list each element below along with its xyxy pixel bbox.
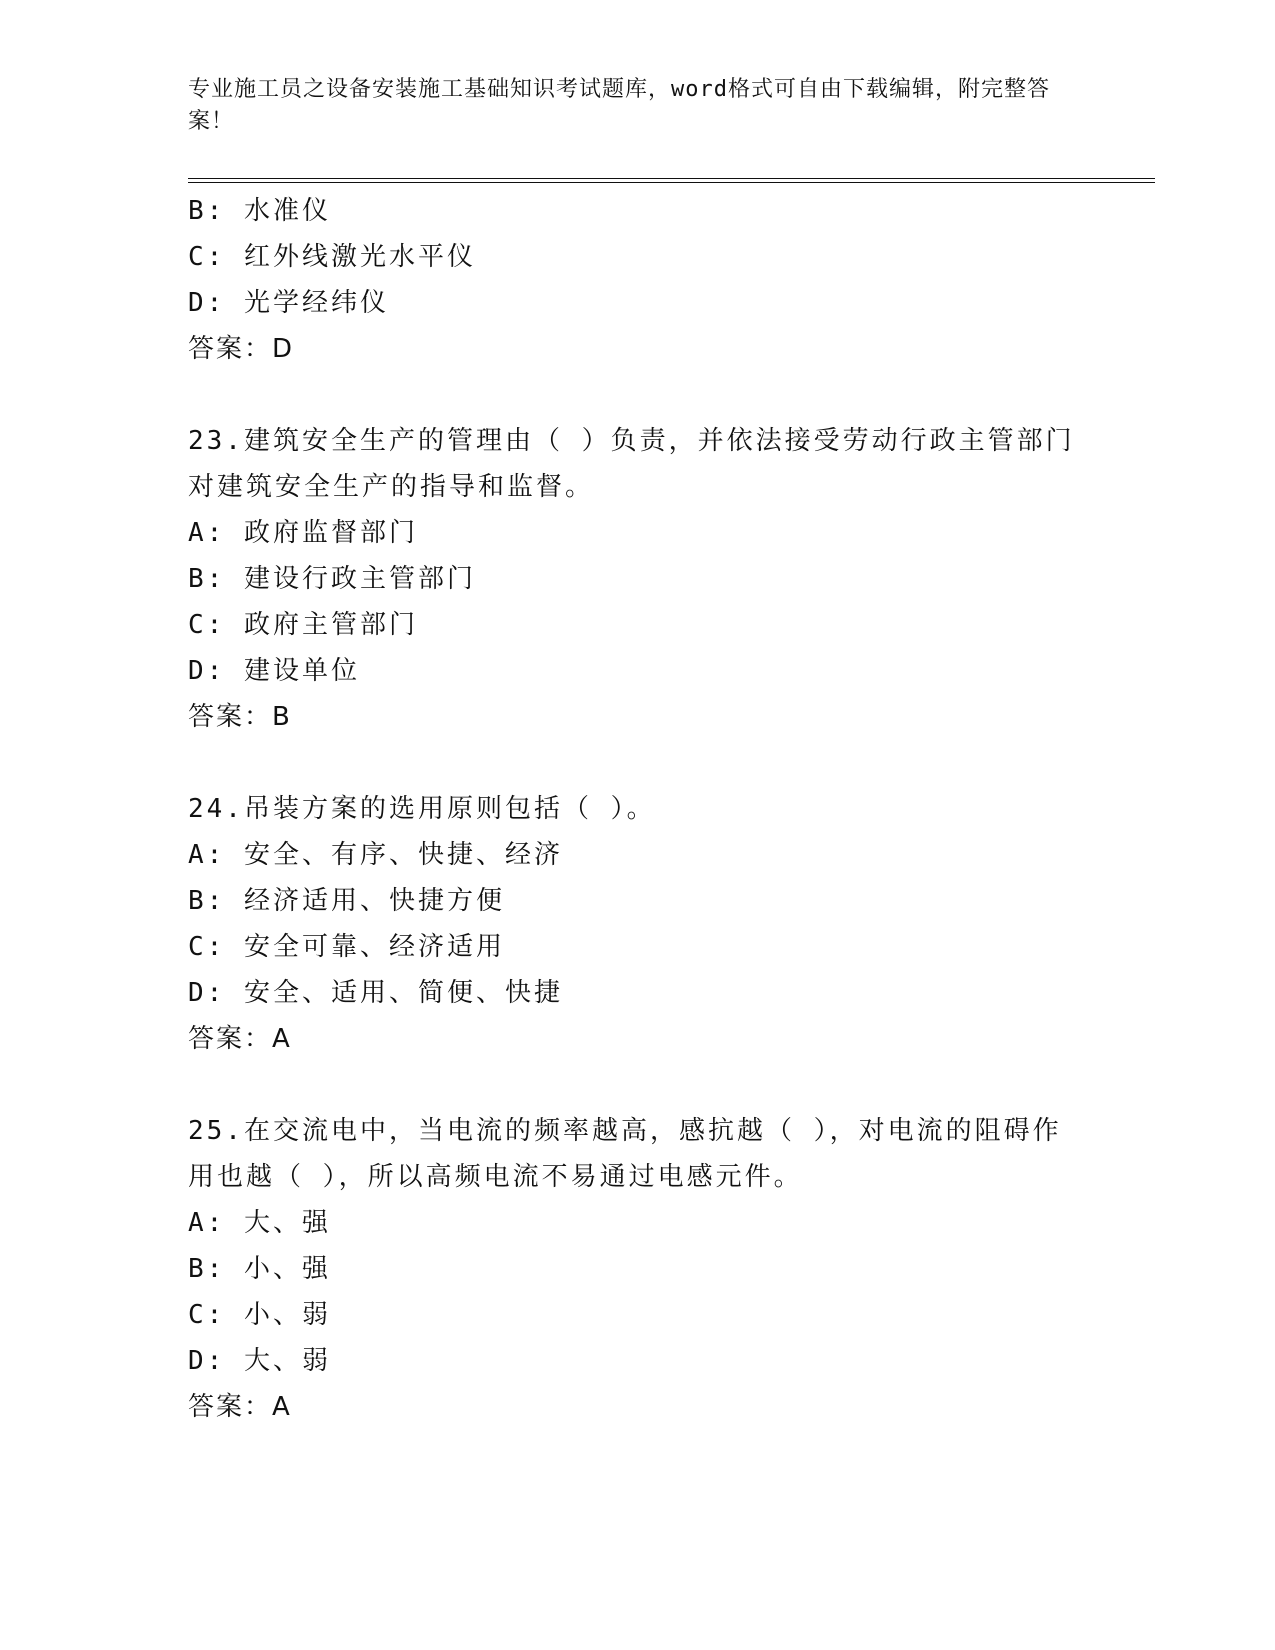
option-d: D: 建设单位 [188, 656, 360, 686]
question-stem-line: 用也越（ ），所以高频电流不易通过电感元件。 [188, 1162, 803, 1192]
answer: 答案：A [188, 1024, 292, 1054]
question-23 [188, 418, 1088, 740]
option-a: A: 大、强 [188, 1208, 331, 1238]
answer: 答案：A [188, 1392, 292, 1422]
question-stem-line: 25.在交流电中，当电流的频率越高，感抗越（ ），对电流的阻碍作 [188, 1116, 1062, 1146]
answer: 答案：D [188, 334, 295, 364]
question-stem-line: 24.吊装方案的选用原则包括（ ）。 [188, 794, 656, 824]
question-list [188, 188, 1088, 1430]
document-header: 专业施工员之设备安装施工基础知识考试题库，word格式可自由下载编辑，附完整答案！ [188, 77, 1050, 134]
question-25 [188, 1108, 1088, 1430]
question-stem [188, 418, 1088, 510]
question-stem-line: 对建筑安全生产的指导和监督。 [188, 472, 595, 502]
question-24 [188, 786, 1088, 1062]
answer: 答案：B [188, 702, 292, 732]
option-c: C: 红外线激光水平仪 [188, 242, 476, 272]
question-22-continuation [188, 188, 1088, 372]
option-d: D: 光学经纬仪 [188, 288, 389, 318]
option-b: B: 小、强 [188, 1254, 331, 1284]
option-b: B: 经济适用、快捷方便 [188, 886, 505, 916]
option-a: A: 安全、有序、快捷、经济 [188, 840, 563, 870]
option-a: A: 政府监督部门 [188, 518, 418, 548]
option-b: B: 建设行政主管部门 [188, 564, 476, 594]
option-b: B: 水准仪 [188, 196, 331, 226]
option-c: C: 政府主管部门 [188, 610, 418, 640]
option-c: C: 小、弱 [188, 1300, 331, 1330]
option-c: C: 安全可靠、经济适用 [188, 932, 505, 962]
option-d: D: 大、弱 [188, 1346, 331, 1376]
header-divider [188, 178, 1155, 183]
question-stem-line: 23.建筑安全生产的管理由（ ）负责，并依法接受劳动行政主管部门 [188, 426, 1075, 456]
question-stem [188, 1108, 1088, 1200]
option-d: D: 安全、适用、简便、快捷 [188, 978, 563, 1008]
question-stem [188, 786, 1088, 832]
